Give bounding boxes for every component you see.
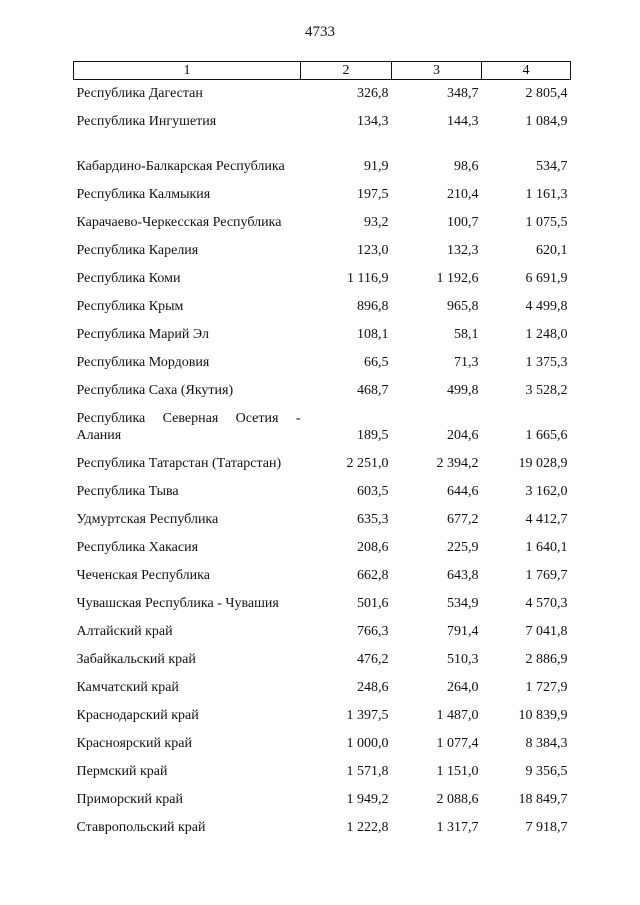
- value-col-3: 1 317,7: [436, 820, 479, 835]
- table-row: [74, 371, 571, 399]
- table-row: [74, 640, 571, 668]
- value-col-3: 71,3: [454, 355, 479, 370]
- table-row: [74, 80, 571, 103]
- value-col-4: 7 918,7: [525, 820, 568, 835]
- region-name: Ставропольский край: [76, 820, 206, 835]
- value-col-4: 1 248,0: [525, 327, 568, 342]
- table-row: [74, 724, 571, 752]
- value-col-4: 4 570,3: [525, 596, 568, 611]
- value-col-2: 108,1: [357, 327, 389, 342]
- value-col-4: 8 384,3: [525, 736, 568, 751]
- region-name: Республика Хакасия: [76, 540, 199, 555]
- table-row: [74, 696, 571, 724]
- value-col-4: 1 161,3: [525, 187, 568, 202]
- table-row: [74, 203, 571, 231]
- value-col-3: 204,6: [447, 428, 479, 443]
- region-name: Чеченская Республика: [76, 568, 210, 583]
- value-col-2: 134,3: [357, 114, 389, 129]
- value-col-3: 510,3: [447, 652, 479, 667]
- value-col-2: 189,5: [357, 428, 389, 443]
- value-col-4: 2 886,9: [525, 652, 568, 667]
- value-col-2: 1 000,0: [346, 736, 389, 751]
- value-col-3: 98,6: [454, 159, 479, 174]
- region-name: Республика Калмыкия: [76, 187, 211, 202]
- table-row: [74, 444, 571, 472]
- value-col-2: 197,5: [357, 187, 389, 202]
- region-name: Республика Татарстан (Татарстан): [76, 456, 282, 471]
- value-col-3: 2 394,2: [436, 456, 479, 471]
- value-col-2: 468,7: [357, 383, 389, 398]
- value-col-3: 225,9: [447, 540, 479, 555]
- table-row: [74, 399, 571, 444]
- data-table: [73, 61, 571, 836]
- region-name: Республика Марий Эл: [76, 327, 209, 342]
- table-row: [74, 584, 571, 612]
- value-col-4: 19 028,9: [518, 456, 568, 471]
- value-col-2: 1 571,8: [346, 764, 389, 779]
- region-name: Чувашская Республика - Чувашия: [76, 596, 279, 611]
- region-name: Республика Коми: [76, 271, 181, 286]
- region-name: Приморский край: [76, 792, 183, 807]
- region-name: Алтайский край: [76, 624, 173, 639]
- value-col-2: 1 397,5: [346, 708, 389, 723]
- value-col-4: 1 375,3: [525, 355, 568, 370]
- value-col-2: 603,5: [357, 484, 389, 499]
- value-col-3: 791,4: [447, 624, 479, 639]
- table-row: [74, 343, 571, 371]
- table-row: [74, 259, 571, 287]
- table-row: [74, 472, 571, 500]
- value-col-3: 499,8: [447, 383, 479, 398]
- value-col-4: 1 084,9: [525, 114, 568, 129]
- region-name: Республика Мордовия: [76, 355, 210, 370]
- value-col-3: 643,8: [447, 568, 479, 583]
- region-name: Республика Дагестан: [76, 86, 203, 101]
- table-row: [74, 668, 571, 696]
- column-header-3: 3: [392, 62, 482, 80]
- region-name: Карачаево-Черкесская Республика: [76, 215, 282, 230]
- value-col-4: 3 162,0: [525, 484, 568, 499]
- value-col-4: 9 356,5: [525, 764, 568, 779]
- table-row: [74, 175, 571, 203]
- table-row: [74, 556, 571, 584]
- value-col-3: 677,2: [447, 512, 479, 527]
- value-col-3: 2 088,6: [436, 792, 479, 807]
- region-name: Республика Саха (Якутия): [76, 383, 234, 398]
- value-col-2: 1 949,2: [346, 792, 389, 807]
- value-col-2: 501,6: [357, 596, 389, 611]
- table-row: [74, 752, 571, 780]
- table-row: [74, 528, 571, 556]
- value-col-2: 1 222,8: [346, 820, 389, 835]
- value-col-2: 635,3: [357, 512, 389, 527]
- table-row: [74, 808, 571, 836]
- value-col-3: 1 151,0: [436, 764, 479, 779]
- value-col-4: 6 691,9: [525, 271, 568, 286]
- value-col-2: 766,3: [357, 624, 389, 639]
- value-col-4: 7 041,8: [525, 624, 568, 639]
- value-col-4: 1 665,6: [525, 428, 568, 443]
- value-col-2: 248,6: [357, 680, 389, 695]
- region-name: Камчатский край: [76, 680, 179, 695]
- header-row: [74, 62, 571, 80]
- region-name-text: Республика Северная Осетия - Алания: [76, 411, 301, 443]
- value-col-2: 476,2: [357, 652, 389, 667]
- value-col-2: 91,9: [364, 159, 389, 174]
- region-name: Кабардино-Балкарская Республика: [76, 159, 285, 174]
- column-header-2: 2: [301, 62, 392, 80]
- value-col-2: 326,8: [357, 86, 389, 101]
- value-col-4: 1 640,1: [525, 540, 568, 555]
- value-col-3: 132,3: [447, 243, 479, 258]
- value-col-4: 3 528,2: [525, 383, 568, 398]
- value-col-4: 620,1: [536, 243, 568, 258]
- table-row: [74, 315, 571, 343]
- value-col-4: 1 727,9: [525, 680, 568, 695]
- table-row: [74, 612, 571, 640]
- table-row: [74, 130, 571, 175]
- value-col-4: 2 805,4: [525, 86, 568, 101]
- region-name: Республика Тыва: [76, 484, 179, 499]
- value-col-2: 2 251,0: [346, 456, 389, 471]
- value-col-3: 644,6: [447, 484, 479, 499]
- column-header-4: 4: [482, 62, 571, 80]
- value-col-3: 965,8: [447, 299, 479, 314]
- region-name: Республика Карелия: [76, 243, 199, 258]
- region-name: [74, 399, 301, 444]
- region-name: Пермский край: [76, 764, 168, 779]
- value-col-3: 1 192,6: [436, 271, 479, 286]
- page-number: 4733: [305, 24, 335, 40]
- region-name: Краснодарский край: [76, 708, 199, 723]
- value-col-4: 1 769,7: [525, 568, 568, 583]
- region-name: Забайкальский край: [76, 652, 196, 667]
- value-col-3: 264,0: [447, 680, 479, 695]
- value-col-4: 4 412,7: [525, 512, 568, 527]
- value-col-2: 1 116,9: [347, 271, 389, 286]
- table-row: [74, 287, 571, 315]
- value-col-3: 144,3: [447, 114, 479, 129]
- value-col-3: 58,1: [454, 327, 479, 342]
- value-col-2: 896,8: [357, 299, 389, 314]
- value-col-4: 4 499,8: [525, 299, 568, 314]
- value-col-3: 1 487,0: [436, 708, 479, 723]
- value-col-4: 10 839,9: [518, 708, 568, 723]
- table-row: [74, 102, 571, 130]
- value-col-3: 1 077,4: [436, 736, 479, 751]
- value-col-2: 123,0: [357, 243, 389, 258]
- value-col-4: 18 849,7: [518, 792, 568, 807]
- value-col-4: 534,7: [536, 159, 568, 174]
- value-col-2: 662,8: [357, 568, 389, 583]
- region-name: Удмуртская Республика: [76, 512, 219, 527]
- region-name: Республика Ингушетия: [76, 114, 217, 129]
- column-header-1: 1: [74, 62, 301, 80]
- value-col-2: 66,5: [364, 355, 389, 370]
- value-col-3: 210,4: [447, 187, 479, 202]
- value-col-3: 100,7: [447, 215, 479, 230]
- region-name: Республика Крым: [76, 299, 184, 314]
- region-name: Красноярский край: [76, 736, 192, 751]
- value-col-4: 1 075,5: [525, 215, 568, 230]
- value-col-3: 534,9: [447, 596, 479, 611]
- value-col-2: 208,6: [357, 540, 389, 555]
- table-row: [74, 500, 571, 528]
- value-col-2: 93,2: [364, 215, 389, 230]
- table-row: [74, 780, 571, 808]
- value-col-3: 348,7: [447, 86, 479, 101]
- table-row: [74, 231, 571, 259]
